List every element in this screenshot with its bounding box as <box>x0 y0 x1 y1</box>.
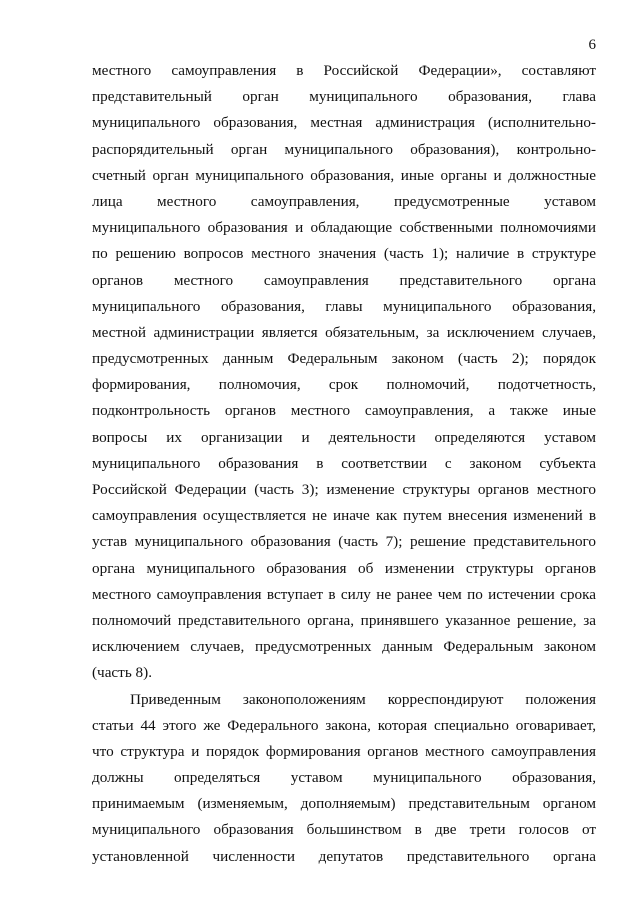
paragraph-1 <box>92 58 596 687</box>
text-line: распорядительный орган муниципального образования), контрольно- <box>92 140 596 158</box>
text-line: муниципального образования, местная администрация (исполнительно- <box>92 114 596 132</box>
text-line: по решению вопросов местного значения (часть 1); наличие в структуре <box>92 245 596 263</box>
text-line: (часть 8). <box>92 664 152 682</box>
text-line: предусмотренных данным Федеральным законом (часть 2); порядок <box>92 350 596 368</box>
text-line: подконтрольность органов местного самоуправления, а также иные <box>92 402 596 420</box>
text-line: устав муниципального образования (часть 7); решение представительного <box>92 533 596 551</box>
text-line: полномочий представительного органа, принявшего указанное решение, за <box>92 611 596 629</box>
text-line: лица местного самоуправления, предусмотренные уставом <box>92 192 596 210</box>
text-line: муниципального образования и обладающие собственными полномочиями <box>92 219 596 237</box>
text-line: представительный орган муниципального образования, глава <box>92 88 596 106</box>
text-line: органа муниципального образования об изменении структуры органов <box>92 559 596 577</box>
text-line: счетный орган муниципального образования, иные органы и должностные <box>92 166 596 184</box>
paragraph-2 <box>92 687 596 870</box>
text-line: муниципального образования, главы муниципального образования, <box>92 297 596 315</box>
text-line: самоуправления осуществляется не иначе как путем внесения изменений в <box>92 507 596 525</box>
text-line: Приведенным законоположениям корреспондируют положения <box>130 690 596 708</box>
text-line: муниципального образования большинством в две трети голосов от <box>92 821 596 839</box>
text-line: местной администрации является обязательным, за исключением случаев, <box>92 323 596 341</box>
text-line: принимаемым (изменяемым, дополняемым) представительным органом <box>92 795 596 813</box>
text-line: органов местного самоуправления представительного органа <box>92 271 596 289</box>
text-line: местного самоуправления вступает в силу не ранее чем по истечении срока <box>92 585 596 603</box>
text-line: муниципального образования в соответствии с законом субъекта <box>92 454 596 472</box>
text-line: местного самоуправления в Российской Федерации», составляют <box>92 62 596 79</box>
text-line: должны определяться уставом муниципального образования, <box>92 769 596 787</box>
text-line: что структура и порядок формирования органов местного самоуправления <box>92 742 596 760</box>
document-body <box>92 58 596 870</box>
text-line: статьи 44 этого же Федерального закона, которая специально оговаривает, <box>92 716 596 734</box>
text-line: установленной численности депутатов представительного органа <box>92 847 596 865</box>
page-number: 6 <box>588 37 596 53</box>
text-line: вопросы их организации и деятельности определяются уставом <box>92 428 596 446</box>
text-line: Российской Федерации (часть 3); изменение структуры органов местного <box>92 481 596 498</box>
text-line: формирования, полномочия, срок полномочий, подотчетность, <box>92 376 596 394</box>
text-line: исключением случаев, предусмотренных данным Федеральным законом <box>92 638 596 656</box>
